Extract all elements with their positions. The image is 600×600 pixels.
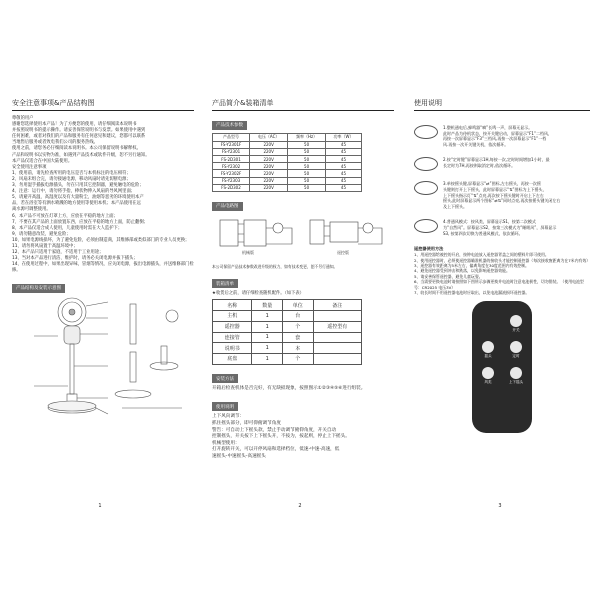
table-cell: 45	[325, 141, 361, 148]
table-cell: FS-Y2302F	[213, 170, 250, 177]
table-header: 名称	[213, 300, 252, 311]
table-cell: FS-Y2302	[213, 163, 250, 170]
install-bar: 安装方法	[212, 374, 238, 383]
parts-row	[213, 321, 362, 332]
remote-button	[506, 341, 526, 359]
remote-note: 4、避免遥控器受到冲击和跌落，以免影响遥控器效能。	[414, 268, 510, 274]
circuit-diagram	[212, 214, 388, 264]
safety-item: 离水源可调整使用。	[12, 207, 51, 213]
table-header: 频率（Hz）	[288, 133, 326, 141]
page-1	[0, 0, 200, 600]
usage-step	[414, 125, 590, 147]
remote-heading: 遥控器使用方法	[414, 246, 444, 252]
safety-item: 品，若在浴室等有洒水喷溅的地方使用等使用本机；本产品使用在远	[12, 201, 141, 207]
page-2-title: 产品简介&装箱清单	[212, 98, 394, 111]
remote-note: 1、用遥控器给被控的开启，按钟电池放入遥控器背盖之间的塑料片即可使用。	[414, 252, 549, 258]
table-header: 单位	[283, 300, 314, 311]
table-cell: 1	[252, 321, 283, 332]
remote-button-label: 上下摇头	[508, 380, 524, 385]
page-2	[200, 0, 400, 600]
page-number-3: 3	[498, 503, 502, 509]
table-cell: FS-Y2301	[213, 148, 250, 155]
circuit-caption-right: 遥控版	[337, 249, 349, 255]
spec-row	[213, 148, 362, 155]
spec-row	[213, 163, 362, 170]
table-cell: 220V	[250, 163, 288, 170]
safety-heading: 安全使用注意事项	[12, 164, 47, 170]
intro-line: 本产品仅适合在中国大陆使用。	[12, 158, 73, 164]
spec-bar: 产品技术参数	[212, 121, 247, 130]
safety-item: 14、在使用过程中，如果出现异味，冒烟等情况，应关闭电源，拔出电源插头，并送维修部门检修。	[12, 262, 194, 274]
usage-step-text: 4.普通风模式：按风类，屏幕显示S1，按第二次模式 为“自然风”。屏幕显示S2，按第三次模式为“睡眠风”，屏幕显示 S3, 按第四次切换为普通风模式，依次循环。	[443, 219, 557, 236]
remote-button	[478, 341, 498, 359]
table-cell: 50	[288, 184, 326, 191]
parts-bar: 装箱清单	[212, 279, 238, 288]
table-cell: 连接管	[213, 332, 252, 343]
safety-item: 11、请勿将风扇置于高温环境中；	[12, 243, 78, 249]
remote-note: 3、遥控器有效距离为5米左右，偏离角度在30度范围内有效控制。	[414, 263, 529, 269]
usage-step	[414, 181, 590, 209]
remote-button	[506, 367, 526, 385]
intro-line: 并按照说明书的提示操作。请妥善保管说明书与发票。如果使用中遇到	[12, 128, 146, 134]
table-cell: 220V	[250, 148, 288, 155]
table-cell: 个	[283, 321, 314, 332]
usage-steps	[414, 125, 590, 236]
usage-step-text: 1.整机通电后,蜂鸣器“嘀”长鸣一声，屏幕无显示。 此时产品为待机状态，按开关键启动，屏幕显示“F1”二档风， 再按一次屏幕显示“F3”三档风,再按一次屏幕显示“F1”一档 风.再按一次开关键关机，依次循环。	[443, 125, 552, 147]
safety-item: 13、当对本产品进行清洁、维护时，请务必关闭电源并拔下插头；	[12, 256, 138, 262]
table-cell: 45	[325, 156, 361, 163]
parts-row	[213, 310, 362, 321]
button-diagram-icon	[414, 125, 438, 139]
table-cell: 说明书	[213, 343, 252, 354]
intro-line: 感谢您选择使用本产品！为了方便您的使用，请仔细阅读本说明书	[12, 122, 137, 128]
usage-step-text: 2.按“定时键”屏幕显示1H,每按一次,定时时间增加1小时，最 长定时为7H,再按则取消定时,依次循环。	[443, 157, 550, 168]
safety-item: 6、本产品不可放在灯罩上方，应放在平稳的地方上面；	[12, 213, 118, 219]
safety-item: 8、本产品仅适合成人使用，儿童使用时需在大人监护下；	[12, 225, 123, 231]
table-cell: FS-Y2301F	[213, 141, 250, 148]
page-3	[400, 0, 600, 600]
usage-line: 抓住摇头部分，即可仰俯调节角度	[212, 421, 281, 427]
table-cell: 50	[288, 148, 326, 155]
remote-control	[472, 301, 532, 433]
table-cell: 1	[252, 310, 283, 321]
table-cell: 遥控型有	[313, 321, 361, 332]
page-number-2: 2	[298, 503, 302, 509]
table-cell: 50	[288, 170, 326, 177]
spec-row	[213, 141, 362, 148]
remote-button-icon	[510, 315, 522, 327]
usage-line: 机械型使用：	[212, 440, 240, 446]
table-cell: 1	[252, 343, 283, 354]
table-cell: 套	[283, 332, 314, 343]
table-header: 备注	[313, 300, 361, 311]
table-cell: 1	[252, 354, 283, 365]
table-cell: 220V	[250, 156, 288, 163]
install-text: 开箱后检查机体是否完好，有无缺损现象，按照图示①②③④⑤⑥进行组装。	[212, 386, 366, 392]
greeting: 尊敬的用户	[12, 116, 34, 121]
table-cell: 个	[283, 354, 314, 365]
spec-table	[212, 133, 362, 193]
table-cell	[313, 332, 361, 343]
table-cell: 50	[288, 163, 326, 170]
table-cell: 45	[325, 163, 361, 170]
remote-button-icon	[482, 367, 494, 379]
diagram-bar: 产品电路图	[212, 202, 243, 211]
intro-line: 使用之前，请您务必仔细阅读本说明书。本公司保留说明书解释权。	[12, 146, 141, 152]
usage-line: 控制摇头，开关按下上下摇头开，不按为，按起则，停止上下摇头。	[212, 434, 350, 440]
safety-item: 10、如果电源线损坏，为了避免危险，必须由制造商，其维修部或类似部门的专业人员更换；	[12, 237, 190, 243]
table-cell: 45	[325, 177, 361, 184]
spec-row	[213, 177, 362, 184]
usage-line: 速摇头-中速摇头-高速摇头	[212, 454, 266, 460]
button-diagram-icon	[414, 219, 438, 233]
table-cell: 220V	[250, 177, 288, 184]
page-3-title: 使用说明	[414, 98, 590, 111]
spec-row	[213, 170, 362, 177]
safety-item: 9、请勿随意改装，避免危险；	[12, 231, 71, 237]
parts-row	[213, 343, 362, 354]
safety-list	[12, 171, 194, 275]
parts-row	[213, 354, 362, 365]
remote-button-icon	[510, 367, 522, 379]
usage-step-text: 3.单按摇头键,屏幕显示“⇄”图标,左右摇头，再按一次摇 头键则打开上下摇头，此时屏幕显示“⇅”图标为上下摇头， 上下摇头指示灯“⇅”点亮,再次按下摇头键时开启上下左右 摇头,此时屏幕显示两个图标“⇄⇅”同时点亮,再次按摇头键关闭左右 及上下摇头。	[443, 181, 561, 209]
table-cell: 45	[325, 170, 361, 177]
usage-line: 上下风向调节：	[212, 414, 245, 420]
table-cell: FS-2D301	[213, 156, 250, 163]
intro-line: 产品和说明书以实物为准，如遇到产品技术或软件升级，恕不另行通知。	[12, 152, 150, 158]
usage-line: 警告：可自动上下摇头款，禁止手动调节俯仰角度，开关自动	[212, 427, 337, 433]
spec-row	[213, 156, 362, 163]
fan-structure-diagram	[12, 296, 192, 426]
page-number-1: 1	[98, 503, 102, 509]
remote-note: 6、当需要更换电池时请按照如下图所示步骤更换并电池时注意电池极性，切勿错装。（使用电池型号：CR2025 电压3V）	[414, 279, 584, 290]
table-cell: 50	[288, 141, 326, 148]
table-cell: 50	[288, 177, 326, 184]
intro-line: 当地售后服务或者致电我们公司的服务热线。	[12, 140, 98, 146]
remote-note: 2、使用遥控器时，必须使遥控器瞄准机器的接收头才能控制遥控器（每次接收窗距离为在7米内有效）	[414, 257, 591, 263]
table-cell: 220V	[250, 170, 288, 177]
table-cell	[313, 343, 361, 354]
table-cell: 遥控器	[213, 321, 252, 332]
safety-item: 1、使用前，请先检查所用的电压是否与本机标注的电压相符；	[12, 170, 131, 176]
intro-line: 任何困难，或者对我们的产品和服务有任何意见和建议，您都可以联系	[12, 134, 146, 140]
structure-bar: 产品结构及安装示意图	[12, 284, 65, 293]
remote-note: 7、较长时间不用遥控器电池时应取出，以免电池漏液损坏遥控器。	[414, 290, 530, 296]
usage-step	[414, 157, 590, 171]
usage-line: 打开旋转开关，可以开停风扇和选择档位，低速-中速-高速，低	[212, 447, 340, 453]
table-cell	[313, 310, 361, 321]
circuit-caption-left: 机械版	[242, 249, 254, 255]
remote-button-label: 定时	[512, 354, 520, 359]
table-cell: 220V	[250, 184, 288, 191]
remote-button-label: 摇头	[484, 354, 492, 359]
table-cell: 45	[325, 184, 361, 191]
spec-row	[213, 184, 362, 191]
diagram-note: 本公司保留产品技术参数改进升级的权力，如有技术变更，恕不另行通知。	[212, 263, 338, 269]
table-header: 功率（W）	[325, 133, 361, 141]
table-header: 产品型号	[213, 133, 250, 141]
table-cell: 50	[288, 156, 326, 163]
table-cell: FS-2D302	[213, 184, 250, 191]
remote-note: 5、请妥善保管遥控器，避免儿童玩耍。	[414, 273, 483, 279]
button-diagram-icon	[414, 181, 438, 195]
table-cell: 本	[283, 343, 314, 354]
remote-notes	[414, 252, 590, 295]
safety-item: 5、请避开高温、高湿度以及有大量粉尘，油烟等恶劣的环境使用本产	[12, 195, 144, 201]
safety-item: 12、本产品只适用于家庭，不适用于工业用途；	[12, 250, 104, 256]
button-diagram-icon	[414, 157, 438, 171]
remote-button	[506, 315, 526, 333]
remote-button-label: 风类	[484, 380, 492, 385]
table-cell: FS-Y2303	[213, 177, 250, 184]
safety-item: 4、注意：运行中，请勿将手指，棒状物伸入风扇的导风网里面；	[12, 189, 136, 195]
safety-item: 2、风扇未组合完，请勿接通电源，移动风扇时请先切断电源；	[12, 176, 131, 182]
parts-table	[212, 299, 362, 365]
usage-bar: 使用说明	[212, 402, 238, 411]
table-cell: 45	[325, 148, 361, 155]
remote-button	[478, 367, 498, 385]
remote-button-icon	[510, 341, 522, 353]
parts-row	[213, 332, 362, 343]
usage-text	[212, 414, 394, 460]
table-cell: 220V	[250, 141, 288, 148]
table-header: 数量	[252, 300, 283, 311]
table-cell: 主机	[213, 310, 252, 321]
remote-button-label: 开关	[512, 328, 520, 333]
table-cell: 底盘	[213, 354, 252, 365]
table-cell: 1	[252, 332, 283, 343]
table-cell: 台	[283, 310, 314, 321]
safety-item: 3、勿用湿手插拔电源插头，勿在只用其它控制器，避免触电的危险；	[12, 183, 144, 189]
usage-step	[414, 219, 590, 236]
page-1-title: 安全注意事项&产品结构图	[12, 98, 194, 111]
parts-intro: ★收货后之前，请仔细检查随机配件。（如下表）	[212, 291, 304, 297]
table-cell	[313, 354, 361, 365]
safety-item: 7、不要在其产品的上面放置东西，应放在平稳的地方上面，防止翻倒；	[12, 219, 148, 225]
remote-button-icon	[482, 341, 494, 353]
intro-text	[12, 122, 194, 165]
table-header: 电压（AC）	[250, 133, 288, 141]
